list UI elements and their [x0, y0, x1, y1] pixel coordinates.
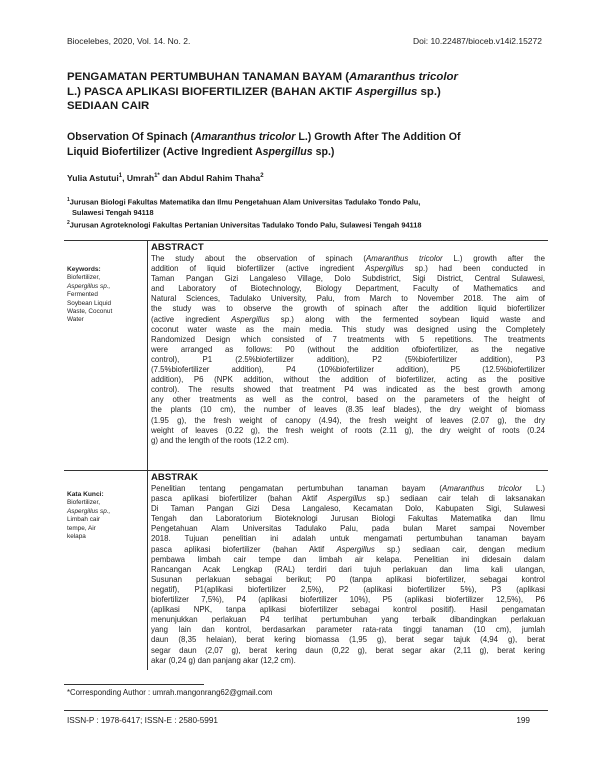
abstract-en-line: weight of leaves (0.22 g), the fresh weight of roots (2.11 g), the dry weight of roots (0.24: [151, 425, 545, 435]
abstract-id-line: yang lain dan kontrol, berdasarkan parameter rata-rata tinggi tanaman (10 cm), jumlah: [151, 625, 545, 635]
abstract-en-line: control). The results showed that treatment P4 was indicated as the best growth among: [151, 385, 545, 395]
abstract-en-line: (1.95 g), the fresh weight of canopy (4.94), the fresh weight of leaves (2.07 g), the dry: [151, 415, 545, 425]
abstract-id-line: pembawa limbah cair tempe dan limbah air kelapa. Penelitian ini didesain dalam: [151, 554, 545, 564]
abstract-id-line: pasca aplikasi biofertilizer (bahan Aktif Aspergillus sp.) sediaan cair, dengan medium: [151, 544, 545, 554]
abstract-en-line: g) and the length of the roots (12.2 cm).: [151, 435, 289, 445]
abstract-id-line: daun (8,35 helaian), berat kering biomassa (1,95 g), berat segar tajuk (4,94 g), berat: [151, 635, 545, 645]
abstract-id-line: Susunan perlakuan sebagai berikut; P0 (tanpa aplikasi biofertilizer, sebagai kontrol: [151, 574, 545, 584]
abstract-indonesian: [151, 484, 545, 666]
abstract-id-line: Penelitian tentang pengamatan pertumbuhan tanaman bayam (Amaranthus tricolor L.): [151, 484, 545, 493]
abstract-id-line: Tengah dan Laboratorium Bioteknologi Jurusan Biologi Fakultas Matematika dan Ilmu: [151, 514, 545, 524]
abstract-en-line: the study was to observe the growth of spinach after the addition liquid biofertilizer: [151, 304, 545, 314]
abstract-id-line: akar (0,24 g) dan panjang akar (12,2 cm).: [151, 655, 296, 665]
abstract-en-line: (active ingredient Aspergillus sp.) along with the fermented soybean liquid waste and: [151, 314, 545, 324]
abstract-id-line: negatif), P1(aplikasi biofertilizer 2,5%), P2 (aplikasi biofertilizer 5%), P3 (aplikasi: [151, 584, 545, 594]
title-english: Observation Of Spinach (Amaranthus tricolor L.) Growth After The Addition Of Liquid Biofertilizer (Active Ingredient Aspergillus sp.): [67, 131, 461, 158]
abstract-en-line: addition of liquid biofertilizer (active ingredient Aspergillus sp.) had been conducted in: [151, 264, 545, 274]
abstract-id-line: Di Taman Pangan Gizi Desa Langaleso, Kecamatan Dolo, Kabupaten Sigi, Sulawesi: [151, 504, 545, 514]
abstract-english: [151, 254, 545, 446]
affiliation-2: $^2$Jurusan Agroteknologi Fakultas Pertanian Universitas Tadulako Tondo Palu, Sulawesi Tengah 94118: [67, 220, 422, 230]
column-divider: [147, 240, 148, 670]
abstract-id-line: pasca aplikasi biofertilizer (bahan Aktif Aspergillus sp.) sediaan cair telah di laksanakan: [151, 494, 546, 504]
page-number: 199: [516, 716, 530, 725]
abstract-en-line: the plants (10 cm), the number of leaves (8.35 leaf blades), the dry weight of biomass: [151, 405, 545, 415]
abstract-en-line: were arranged as follows: P0 (without the addition ofbiofertilizer, as the negative: [151, 344, 545, 354]
abstract-en-line: Natural Sciences, Tadulako University, Palu, from March to November 2018. The aim of: [151, 294, 545, 304]
abstract-en-line: any other treatments as well as the control, based on the parameters of the height of: [151, 395, 545, 405]
abstract-en-line: Taman Pangan Gizi Langaleso Village, Dolo Subdistrict, Sigi District, Central Sulawesi,: [151, 274, 545, 284]
abstract-id-line: menunjukkan perlakuan P4 terlihat pertumbuhan yang terbaik dibandingkan perlakuan: [151, 615, 545, 625]
keywords-indonesian: Kata Kunci: Biofertilizer, Aspergillus sp., Limbah cair tempe, Air kelapa: [67, 491, 111, 541]
author-list: Yulia Astutui$^1$, Umrah$^{1*}$ dan Abdul Rahim Thaha$^2$: [67, 173, 264, 183]
abstract-en-line: coconut water waste as the main media. This study was designed using the Completely: [151, 324, 545, 334]
footer-rule: [64, 710, 548, 711]
issn: ISSN-P : 1978-6417; ISSN-E : 2580-5991: [67, 716, 218, 725]
abstract-id-line: biofertilizer 7,5%), P4 (aplikasi biofertilizer 10%), P5 (aplikasi biofertilizer 12,5%), P6: [151, 595, 545, 605]
abstract-id-line: Pengetahuan Alam Universitas Tadulako Palu, pada bulan Maret sampai November: [151, 524, 545, 534]
keywords-label: Keywords:: [67, 266, 101, 273]
affiliation-1: $^1$Jurusan Biologi Fakultas Matematika dan Ilmu Pengetahuan Alam Universitas Tadulako Tondo Palu, Sulawesi Tengah 94118: [67, 197, 421, 218]
doi: Doi: 10.22487/bioceb.v14i2.15272: [412, 36, 542, 46]
abstrak-title: ABSTRAK: [151, 472, 198, 483]
section-rule: [64, 470, 548, 471]
abstract-en-line: and Laboratory of Biotechnology, Biology Department, Faculty of Mathematics and: [151, 284, 545, 294]
footnote-rule: [64, 684, 204, 685]
abstract-id-line: (aplikasi NPK, tanpa aplikasi biofertilizer sebagai kontrol positif). Hasil pengamatan: [151, 605, 545, 615]
abstract-id-line: Rancangan Acak Lengkap (RAL) terdiri dari tujuh perlakuan dan lima kali ulangan,: [151, 564, 545, 574]
abstract-id-line: 2018. Tujuan penelitian ini adalah untuk mengamati pertumbuhan tanaman bayam: [151, 534, 545, 544]
abstract-title: ABSTRACT: [151, 242, 204, 253]
abstract-id-line: segar daun (2,07 g), berat kering daun (0,22 g), berat segar akar (2,11 g), berat kering: [151, 645, 545, 655]
title-indonesian: PENGAMATAN PERTUMBUHAN TANAMAN BAYAM (Amaranthus tricolor L.) PASCA APLIKASI BIOFERTILIZER (BAHAN AKTIF Aspergillus sp.) SEDIAAN CAIR: [67, 71, 458, 113]
keywords-english: Keywords: Biofertilizer, Aspergillus sp., Fermented Soybean Liquid Waste, Coconut Water: [67, 266, 113, 324]
abstract-en-line: Randomized Design which consisted of 7 treatments with 5 repetitions. The treatments: [151, 334, 545, 344]
abstract-en-line: control), P1 (2.5%biofertilizer addition), P2 (5%biofertilizer addition), P3: [151, 354, 545, 364]
abstract-en-line: The study about the observation of spinach (Amaranthus tricolor L.) growth after the: [151, 254, 545, 263]
corresponding-author: *Corresponding Author : umrah.mangonrang62@gmail.com: [67, 688, 273, 697]
journal-citation: Biocelebes, 2020, Vol. 14. No. 2.: [67, 36, 191, 46]
abstract-en-line: addition), P6 (NPK addition, without the addition of biofertilizer, acting as the positive: [151, 375, 545, 385]
kata-kunci-label: Kata Kunci:: [67, 491, 104, 498]
top-rule: [64, 240, 548, 241]
abstract-en-line: (7.5%biofertilizer addition), P4 (10%biofertilizer addition), P5 (12.5%biofertilizer: [151, 365, 545, 375]
